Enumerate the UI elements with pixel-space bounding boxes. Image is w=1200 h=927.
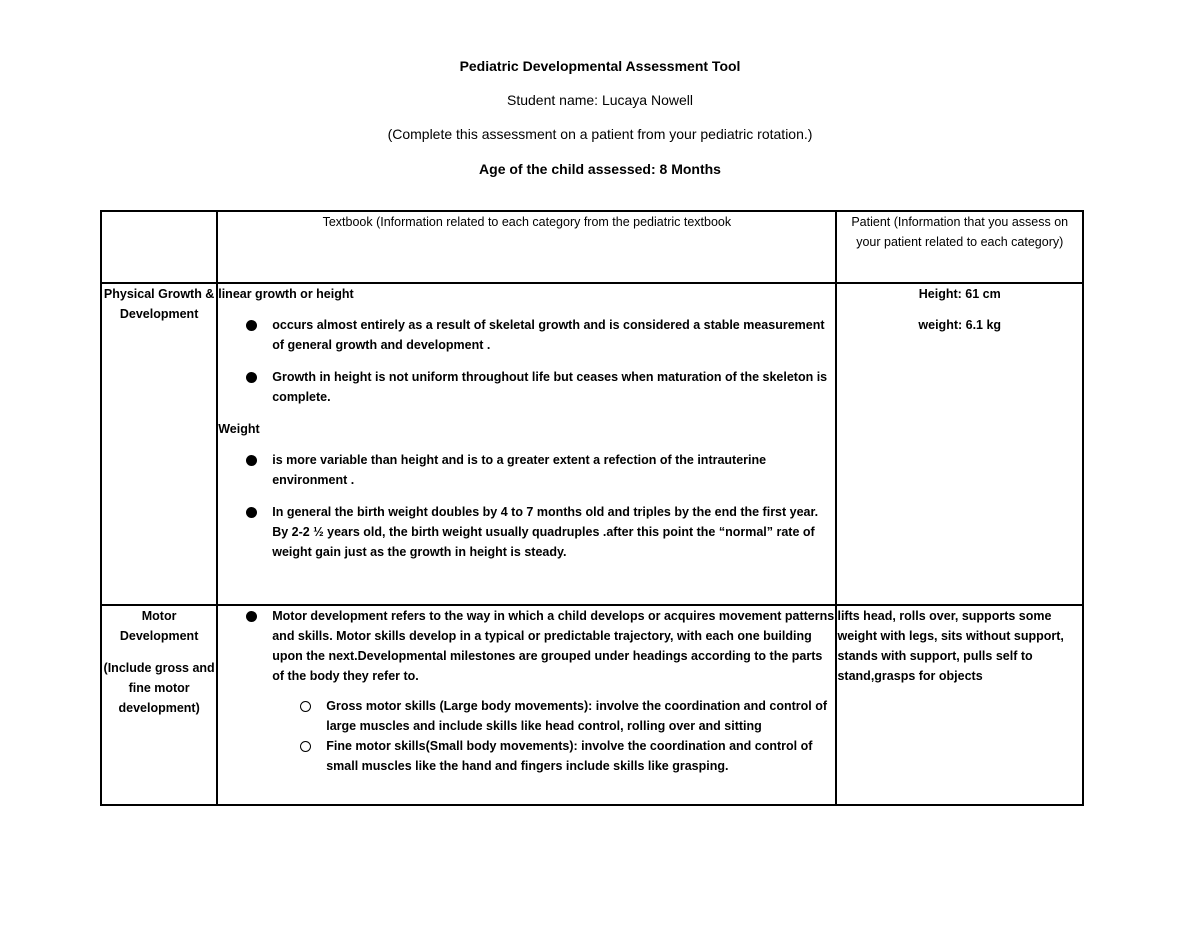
- table-row-motor-development: [101, 605, 1083, 805]
- patient-height: Height: 61 cm: [918, 287, 1001, 301]
- textbook-motor-development: [217, 605, 836, 805]
- instruction-line: (Complete this assessment on a patient from your pediatric rotation.): [387, 126, 813, 142]
- bullet-dot-icon: [246, 372, 257, 383]
- bullet-text: Motor development refers to the way in which a child develops or acquires movement patterns and skills. Motor skills develop in a typical or predictable trajectory, with each one building upon the next.Developmental milestones are grouped under headings according to the parts of the body they refer to.: [272, 609, 835, 683]
- assessment-table: [100, 210, 1084, 806]
- patient-physical-growth: [836, 283, 1083, 605]
- bullet-text: is more variable than height and is to a greater extent a refection of the intrauterine environment .: [272, 453, 767, 487]
- bullet-text: In general the birth weight doubles by 4 to 7 months old and triples by the end the first year. By 2-2 ½ years old, the birth weight usually quadruples .after this point the “normal” rate of weight gain just as the growth in height is steady.: [272, 505, 819, 559]
- category-label: Motor Development: [119, 609, 199, 643]
- patient-weight: weight: 6.1 kg: [918, 318, 1002, 332]
- table-row-physical-growth: [101, 283, 1083, 605]
- patient-motor-development: lifts head, rolls over, supports some weight with legs, sits without support, stands with support, pulls self to stand,grasps for objects: [836, 605, 1083, 805]
- sub-bullet-text: Gross motor skills (Large body movements): involve the coordination and control of large muscles and include skills like head control, rolling over and sitting: [326, 699, 827, 733]
- bullet-dot-icon: [246, 320, 257, 331]
- list-item: [218, 367, 835, 407]
- student-name-line: Student name: Lucaya Nowell: [507, 92, 693, 108]
- circle-bullet-icon: [300, 701, 311, 712]
- subheading-weight: Weight: [218, 422, 260, 436]
- category-label: Physical Growth & Development: [103, 287, 215, 321]
- bullet-list-motor: [218, 606, 835, 686]
- category-motor-development: [101, 605, 217, 805]
- header-textbook-cell: Textbook (Information related to each category from the pediatric textbook: [217, 211, 836, 283]
- textbook-physical-growth: [217, 283, 836, 605]
- category-note: (Include gross and fine motor development): [103, 661, 215, 715]
- subheading-linear-growth: linear growth or height: [218, 287, 354, 301]
- header-category-cell: [101, 211, 217, 283]
- list-item: [218, 502, 835, 562]
- sub-bullet-list-motor: [218, 696, 835, 776]
- list-item: [218, 315, 835, 355]
- bullet-text: Growth in height is not uniform throughout life but ceases when maturation of the skeleton is complete.: [272, 370, 828, 404]
- bullet-dot-icon: [246, 455, 257, 466]
- bullet-dot-icon: [246, 507, 257, 518]
- list-item: [272, 736, 835, 776]
- list-item: [272, 696, 835, 736]
- category-physical-growth: [101, 283, 217, 605]
- document-title: Pediatric Developmental Assessment Tool: [459, 58, 741, 74]
- table-header-row: [101, 211, 1083, 283]
- bullet-dot-icon: [246, 611, 257, 622]
- header-patient-cell: Patient (Information that you assess on your patient related to each category): [836, 211, 1083, 283]
- bullet-text: occurs almost entirely as a result of skeletal growth and is considered a stable measurement of general growth and development .: [272, 318, 825, 352]
- bullet-list-weight: [218, 450, 835, 562]
- bullet-list-height: [218, 315, 835, 407]
- circle-bullet-icon: [300, 741, 311, 752]
- list-item: [218, 450, 835, 490]
- list-item: [218, 606, 835, 686]
- sub-bullet-text: Fine motor skills(Small body movements): involve the coordination and control of small muscles like the hand and fingers include skills like grasping.: [326, 739, 813, 773]
- child-age-line: Age of the child assessed: 8 Months: [479, 161, 721, 177]
